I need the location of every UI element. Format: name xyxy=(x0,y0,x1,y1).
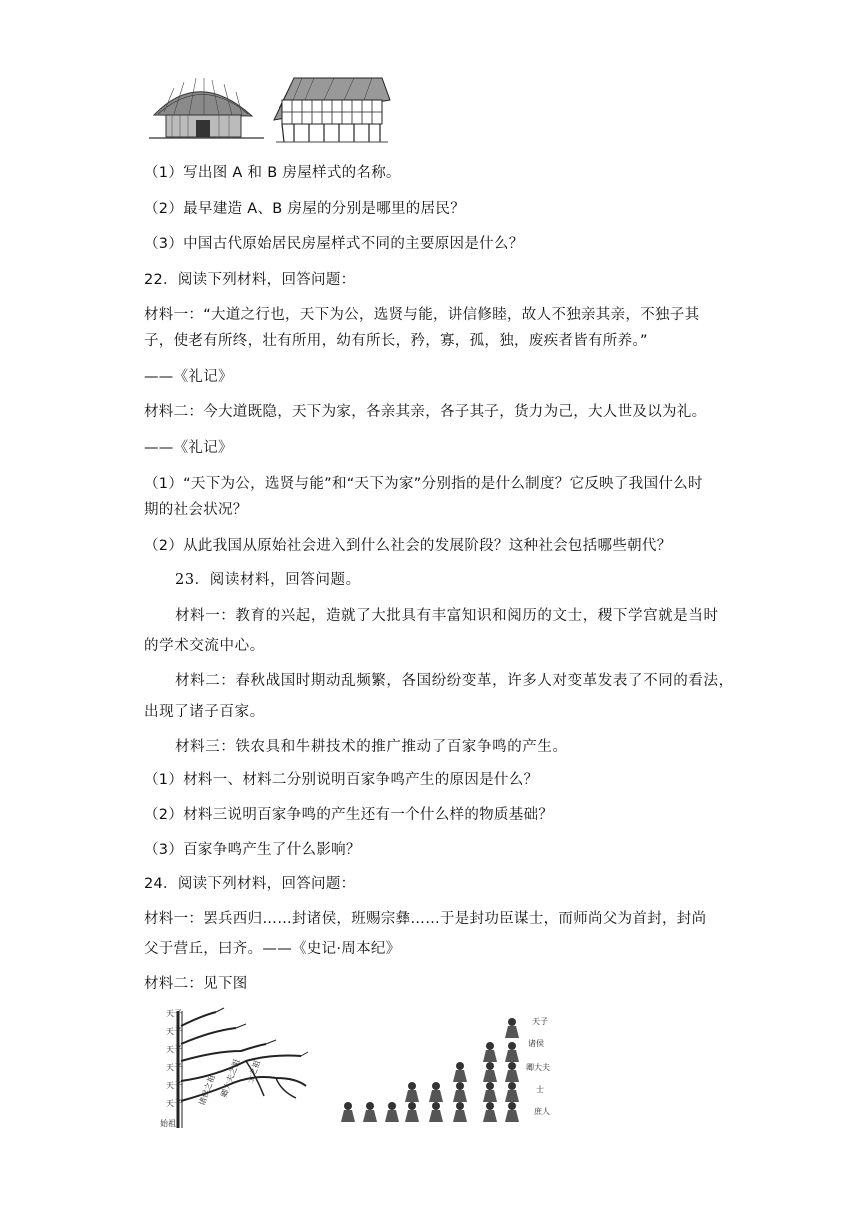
figurine-icon xyxy=(363,1102,377,1122)
q22-material2: 材料二：今大道既隐，天下为家，各亲其亲，各子其子，货力为己，大人世及以为礼。 xyxy=(144,404,707,420)
q23-sub2: （2）材料三说明百家争鸣的产生还有一个什么样的物质基础？ xyxy=(144,807,554,823)
tree-label: 天子 xyxy=(166,1009,182,1018)
houses-figure xyxy=(144,70,394,145)
q23-material3: 材料三：铁农具和牛耕技术的推广推动了百家争鸣的产生。 xyxy=(175,739,568,755)
tree-label: 士之祖 xyxy=(245,1059,263,1085)
tree-label: 始祖 xyxy=(160,1119,176,1128)
figurine-icon xyxy=(453,1082,467,1102)
tree-label: 天子 xyxy=(166,1099,182,1108)
tree-label: 卿大夫之祖 xyxy=(219,1058,242,1099)
q22-material1-line2: 子，使老有所终，壮有所用，幼有所长，矜，寡，孤，独，废疾者皆有所养。” xyxy=(144,333,648,349)
pyramid-label: 卿大夫 xyxy=(526,1063,550,1072)
q23-title: 23．阅读材料，回答问题。 xyxy=(175,572,361,588)
figurine-icon xyxy=(483,1062,497,1082)
q22-material2-source: ——《礼记》 xyxy=(144,440,233,456)
q24-material2: 材料二：见下图 xyxy=(144,976,248,992)
q23-material2-line2: 出现了诸子百家。 xyxy=(144,704,265,720)
round-hut-icon xyxy=(149,78,264,138)
hierarchy-pyramid-figure xyxy=(340,1012,565,1127)
q23-sub1: （1）材料一、材料二分别说明百家争鸣产生的原因是什么？ xyxy=(144,772,539,788)
q21-sub1: （1）写出图 A 和 B 房屋样式的名称。 xyxy=(144,165,401,181)
figurine-icon xyxy=(505,1018,519,1038)
figurine-icon xyxy=(505,1042,519,1062)
tree-label: 天子 xyxy=(166,1027,182,1036)
q23-material1-line2: 的学术交流中心。 xyxy=(144,638,265,654)
figurine-icon xyxy=(505,1102,519,1122)
figurine-icon xyxy=(505,1082,519,1102)
tree-label: 诸侯之祖 xyxy=(197,1073,217,1107)
q24-title: 24．阅读下列材料，回答问题： xyxy=(144,876,356,892)
tree-label: 天子 xyxy=(166,1045,182,1054)
figurine-icon xyxy=(429,1082,443,1102)
figurine-icon xyxy=(483,1102,497,1122)
pyramid-label: 诸侯 xyxy=(528,1039,544,1048)
q21-sub2: （2）最早建造 A、B 房屋的分别是哪里的居民？ xyxy=(144,201,466,217)
q22-material1-line1: 材料一：“大道之行也，天下为公，选贤与能，讲信修睦，故人不独亲其亲，不独子其 xyxy=(144,307,700,323)
figurine-icon xyxy=(505,1062,519,1082)
q22-sub1-line2: 期的社会状况？ xyxy=(144,502,248,518)
pyramid-label: 天子 xyxy=(532,1017,548,1026)
q23-sub3: （3）百家争鸣产生了什么影响？ xyxy=(144,842,361,858)
pyramid-label: 士 xyxy=(536,1085,544,1094)
figurine-icon xyxy=(405,1102,419,1122)
clan-tree-figure xyxy=(156,1006,316,1131)
figurine-icon xyxy=(341,1102,355,1122)
tree-label: 天子 xyxy=(166,1063,182,1072)
figurine-icon xyxy=(385,1102,399,1122)
q24-material1-line2: 父于营丘，曰齐。——《史记·周本纪》 xyxy=(144,941,401,957)
q23-material2-line1: 材料二：春秋战国时期动乱频繁，各国纷纷变革，许多人对变革发表了不同的看法， xyxy=(175,673,734,689)
figurine-icon xyxy=(483,1082,497,1102)
q22-material1-source: ——《礼记》 xyxy=(144,369,233,385)
pyramid-label: 庶人 xyxy=(534,1107,550,1116)
stilt-house-icon xyxy=(274,78,390,142)
figurine-icon xyxy=(429,1102,443,1122)
q22-sub2: （2）从此我国从原始社会进入到什么社会的发展阶段？这种社会包括哪些朝代？ xyxy=(144,538,672,554)
figurine-icon xyxy=(483,1042,497,1062)
q24-material1-line1: 材料一：罢兵西归……封诸侯，班赐宗彝……于是封功臣谋士，而师尚父为首封，封尚 xyxy=(144,911,707,927)
hut-images xyxy=(144,70,394,145)
q22-title: 22．阅读下列材料，回答问题： xyxy=(144,272,356,288)
q23-material1-line1: 材料一：教育的兴起，造就了大批具有丰富知识和阅历的文士，稷下学宫就是当时 xyxy=(175,608,719,624)
q22-sub1-line1: （1）“天下为公，选贤与能”和“天下为家”分别指的是什么制度？它反映了我国什么时 xyxy=(144,476,703,492)
figurine-icon xyxy=(453,1062,467,1082)
q21-sub3: （3）中国古代原始居民房屋样式不同的主要原因是什么？ xyxy=(144,236,524,252)
tree-label: 天子 xyxy=(166,1081,182,1090)
figurine-icon xyxy=(453,1102,467,1122)
figurine-icon xyxy=(405,1082,419,1102)
